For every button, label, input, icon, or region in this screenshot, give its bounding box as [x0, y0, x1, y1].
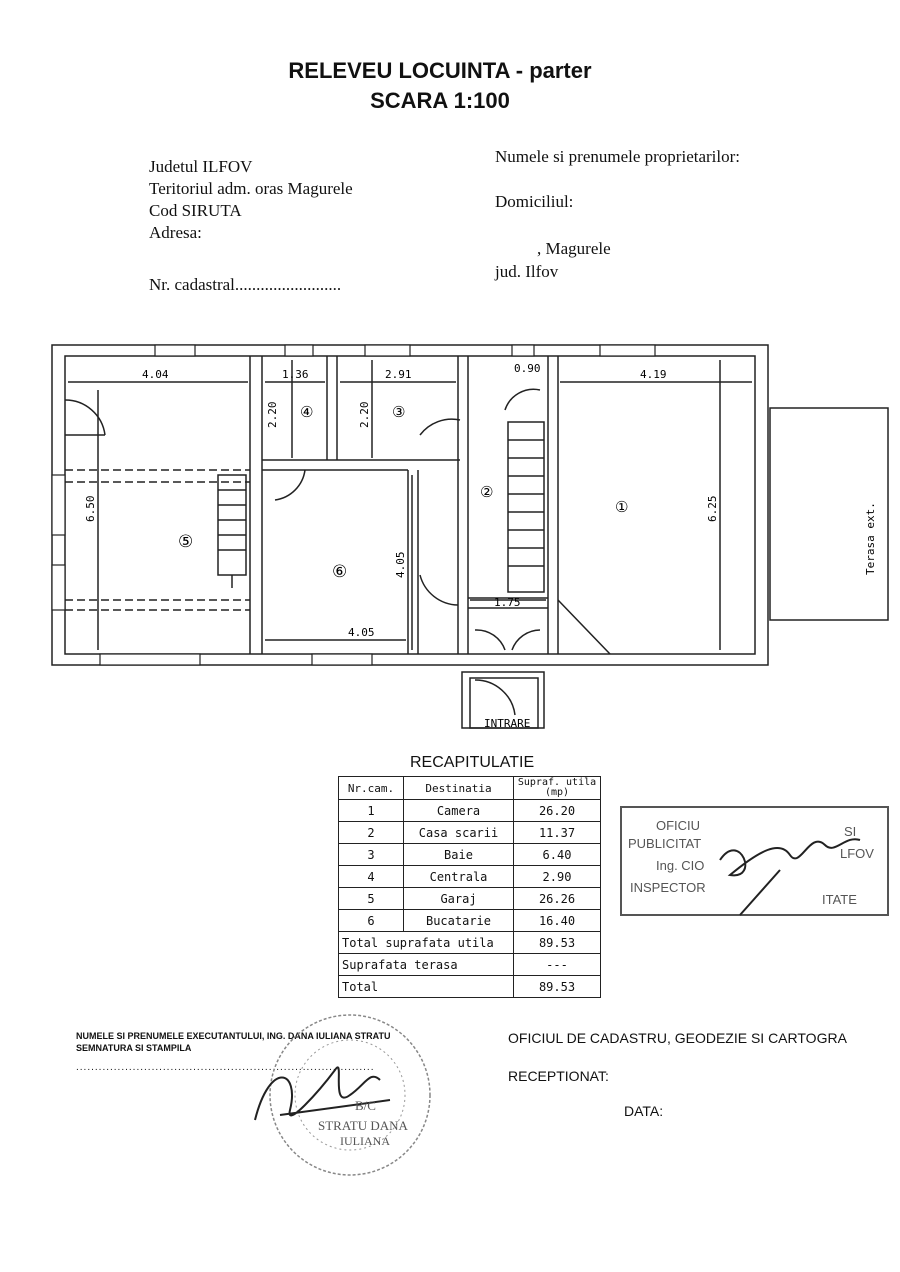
nr-cadastral-text: Nr. cadastral.........................	[149, 275, 342, 294]
domiciliu-text: Domiciliul:	[495, 192, 574, 211]
stamp-line-1: OFICIU	[656, 818, 701, 833]
judet-text: Judetul ILFOV	[149, 157, 253, 176]
row-dest: Casa scarii	[404, 822, 514, 844]
row-dest: Centrala	[404, 866, 514, 888]
total-label: Total	[339, 976, 514, 998]
row-supr: 2.90	[514, 866, 601, 888]
cod-siruta-text: Cod SIRUTA	[149, 201, 242, 220]
total-value: 89.53	[514, 976, 601, 998]
receptionat-label: RECEPTIONAT:	[508, 1068, 609, 1084]
table-row	[339, 866, 601, 888]
recap-title: RECAPITULATIE	[410, 754, 535, 771]
dim-625: 6.25	[706, 495, 719, 522]
dim-404: 4.04	[142, 368, 169, 381]
dim-175: 1.75	[494, 596, 521, 609]
data-label: DATA:	[624, 1103, 664, 1119]
stamp-right-1: SI	[844, 824, 857, 839]
row-dest: Camera	[404, 800, 514, 822]
dim-405v: 4.05	[394, 551, 407, 578]
room-6-label: ⑥	[332, 562, 348, 582]
dim-220a: 2.20	[266, 401, 279, 428]
floor-plan	[0, 330, 900, 760]
row-supr: 26.26	[514, 888, 601, 910]
dim-220b: 2.20	[358, 401, 371, 428]
row-supr: 16.40	[514, 910, 601, 932]
room-2-label: ②	[480, 483, 494, 501]
executant-label: NUMELE SI PRENUMELE EXECUTANTULUI, ING. DANA IULIANA STRATU	[76, 1031, 391, 1041]
row-nr: 3	[339, 844, 404, 866]
intrare-label: INTRARE	[484, 717, 531, 730]
row-nr: 4	[339, 866, 404, 888]
terasa-label: Terasa ext.	[864, 502, 877, 575]
recap-table	[338, 776, 601, 998]
total-utila-label: Total suprafata utila	[339, 932, 514, 954]
localitate-text: , Magurele	[537, 239, 611, 258]
header-destinatia: Destinatia	[404, 777, 514, 800]
stamp-line-2: PUBLICITAT	[628, 836, 702, 851]
recap-header-row	[339, 777, 601, 800]
table-row	[339, 800, 601, 822]
proprietari-text: Numele si prenumele proprietarilor:	[495, 147, 740, 166]
row-dest: Baie	[404, 844, 514, 866]
executant-stamp	[240, 1000, 460, 1190]
adresa-text: Adresa:	[149, 223, 202, 242]
document-scale: SCARA 1:100	[370, 88, 510, 113]
table-row	[339, 910, 601, 932]
room-4-label: ④	[300, 403, 314, 421]
dim-090: 0.90	[514, 362, 541, 375]
oficiu-label: OFICIUL DE CADASTRU, GEODEZIE SI CARTOGRA	[508, 1030, 847, 1046]
stamp-executant-name: STRATU DANA	[318, 1118, 408, 1133]
teritoriu-text: Teritoriul adm. oras Magurele	[149, 179, 353, 198]
header-nr: Nr.cam.	[339, 777, 404, 800]
total-row	[339, 976, 601, 998]
room-5-label: ⑤	[178, 532, 194, 552]
row-nr: 6	[339, 910, 404, 932]
row-supr: 26.20	[514, 800, 601, 822]
dim-419: 4.19	[640, 368, 667, 381]
dim-650: 6.50	[84, 495, 97, 522]
header-suprafata: Supraf. utila (mp)	[514, 777, 601, 800]
row-supr: 6.40	[514, 844, 601, 866]
row-dest: Bucatarie	[404, 910, 514, 932]
row-dest: Garaj	[404, 888, 514, 910]
stamp-executant-code: B/C	[355, 1098, 376, 1113]
document-title: RELEVEU LOCUINTA - parter	[288, 58, 592, 83]
terasa-label: Suprafata terasa	[339, 954, 514, 976]
stamp-right-3: ITATE	[822, 892, 857, 907]
stamp-right-2: LFOV	[840, 846, 874, 861]
stamp-line-4: INSPECTOR	[630, 880, 706, 895]
stamp-line-3: Ing. CIO	[656, 858, 705, 873]
signature-oficiu	[700, 820, 870, 920]
row-nr: 1	[339, 800, 404, 822]
row-nr: 2	[339, 822, 404, 844]
total-utila-row	[339, 932, 601, 954]
terasa-row	[339, 954, 601, 976]
terasa-value: ---	[514, 954, 601, 976]
dim-405h: 4.05	[348, 626, 375, 639]
dim-136: 1.36	[282, 368, 309, 381]
semnatura-label: SEMNATURA SI STAMPILA	[76, 1043, 192, 1053]
room-3-label: ③	[392, 403, 406, 421]
judet-right-text: jud. Ilfov	[495, 262, 559, 281]
table-row	[339, 844, 601, 866]
room-1-label: ①	[615, 498, 629, 516]
row-supr: 11.37	[514, 822, 601, 844]
signature-dots: ...............................................................................	[76, 1062, 375, 1073]
table-row	[339, 888, 601, 910]
outer-wall-outline	[52, 345, 768, 665]
stamp-executant-name2: IULIANA	[340, 1134, 390, 1148]
dim-291: 2.91	[385, 368, 412, 381]
row-nr: 5	[339, 888, 404, 910]
table-row	[339, 822, 601, 844]
info-left	[149, 156, 353, 244]
total-utila-value: 89.53	[514, 932, 601, 954]
